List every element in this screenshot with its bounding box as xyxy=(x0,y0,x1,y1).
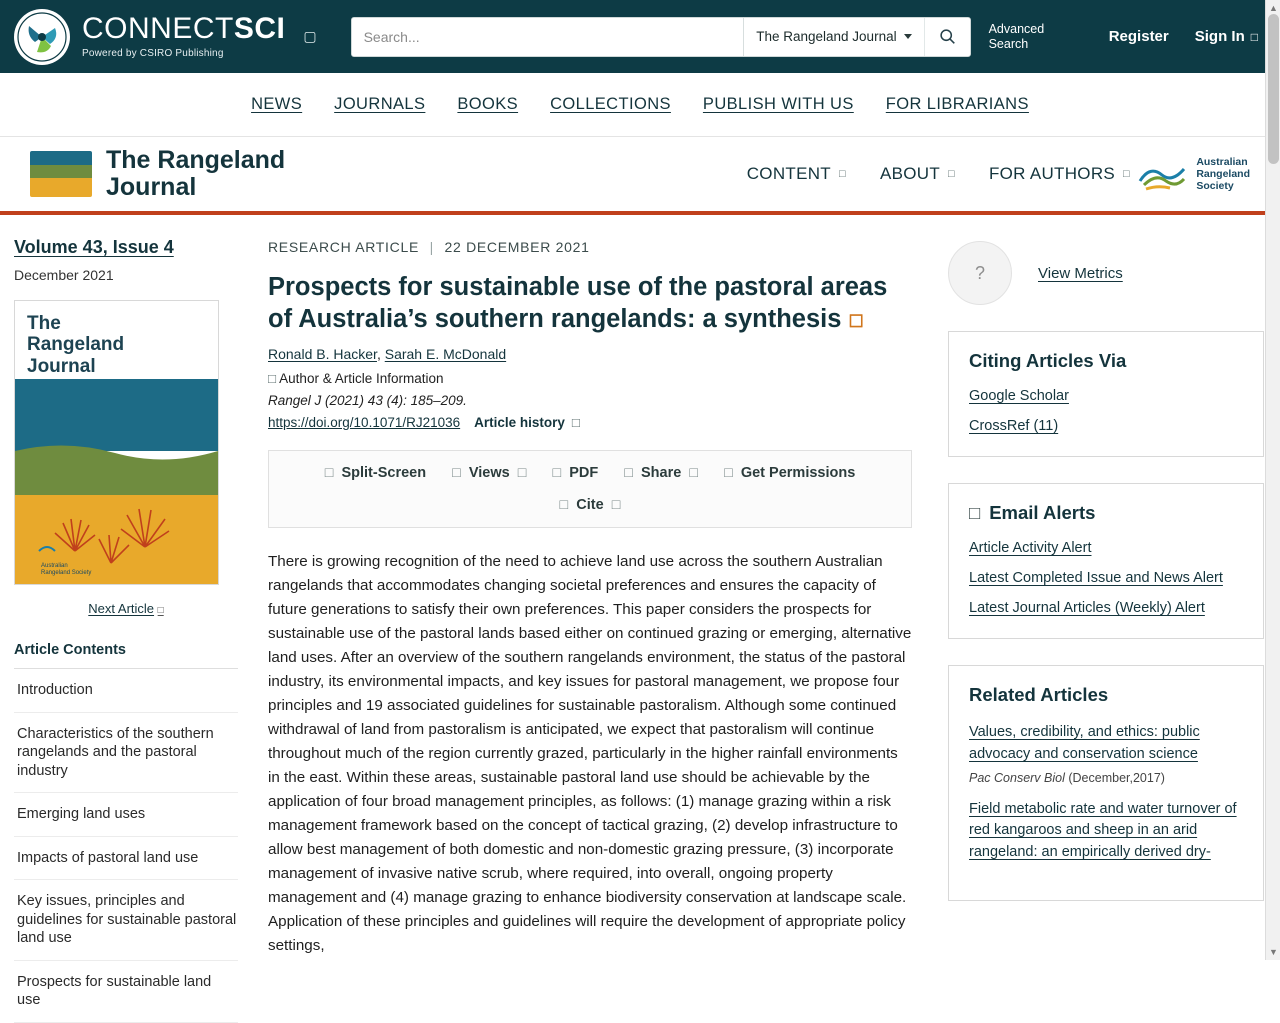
cover-title-line1: The xyxy=(27,313,61,334)
toc-item-key-issues[interactable]: Key issues, principles and guidelines for sustainable pastoral land use xyxy=(14,880,238,961)
article-type: RESEARCH ARTICLE xyxy=(268,239,419,255)
toc-item-impacts[interactable]: Impacts of pastoral land use xyxy=(14,837,238,881)
email-alerts-heading-label: Email Alerts xyxy=(989,502,1096,523)
share-icon: □ xyxy=(624,464,633,481)
metrics-row xyxy=(948,241,1264,305)
chevron-down-icon: □ xyxy=(517,464,527,481)
right-sidebar xyxy=(934,215,1264,1023)
envelope-icon: □ xyxy=(969,502,981,523)
page-title xyxy=(268,271,912,336)
nav-item-books[interactable]: BOOKS xyxy=(457,95,519,113)
author-list xyxy=(268,346,912,362)
journal-nav-about[interactable] xyxy=(880,164,955,184)
get-permissions-button[interactable] xyxy=(724,465,855,481)
chevron-down-icon: □ xyxy=(689,464,699,481)
split-screen-label: Split-Screen xyxy=(341,464,427,481)
top-bar xyxy=(0,0,1280,73)
chevron-down-icon xyxy=(904,34,912,39)
nav-item-news[interactable]: NEWS xyxy=(251,95,303,113)
journal-nav-content[interactable] xyxy=(747,164,846,184)
toc-item-emerging-land-uses[interactable]: Emerging land uses xyxy=(14,793,238,837)
related-article-title[interactable]: Values, credibility, and ethics: public advocacy and conservation science xyxy=(969,724,1200,762)
alert-link-latest-completed-issue[interactable]: Latest Completed Issue and News Alert xyxy=(969,570,1223,586)
connectsci-logo[interactable] xyxy=(14,9,285,65)
journal-nav-for-authors-label: FOR AUTHORS xyxy=(988,164,1116,183)
csiro-mark-icon xyxy=(14,9,70,65)
cite-button[interactable] xyxy=(560,497,621,513)
society-line2: Rangeland xyxy=(1196,167,1250,180)
author-link-1[interactable]: Ronald B. Hacker xyxy=(268,345,377,362)
get-permissions-label: Get Permissions xyxy=(740,464,856,481)
article-toolbar xyxy=(268,450,912,528)
nav-item-journals[interactable]: JOURNALS xyxy=(334,95,426,113)
scrollbar-thumb[interactable] xyxy=(1268,14,1279,164)
article-type-breadcrumb xyxy=(268,239,912,255)
author-article-information[interactable] xyxy=(268,371,912,386)
related-article-journal: Pac Conserv Biol xyxy=(969,770,1065,785)
toolbar-row-secondary xyxy=(279,497,901,513)
views-button[interactable] xyxy=(452,465,526,481)
journal-nav-content-label: CONTENT xyxy=(746,164,831,183)
cite-label: Cite xyxy=(576,496,604,513)
toc-item-characteristics[interactable]: Characteristics of the southern rangelands and the pastoral industry xyxy=(14,713,238,794)
article-abstract: There is growing recognition of the need to achieve land use across the southern Australian rangelands that accommodates changing societal preferences and ensures the capacity of future generations to satisfy their own preferences. This paper considers the prospects for sustainable use of the pastoral lands based either on continued grazing or emerging, alternative land uses. After an overview of the southern rangelands environment, the status of the pastoral industry, its environmental impacts, and key issues for pastoral management, we propose four principles and 19 associated guidelines for sustainable pastoralism. Although some continued withdrawal of land from pastoralism is anticipated, we expect that pastoralism will continue throughout much of the region currently grazed, particularly in the higher rainfall environments in the east. Within these areas, sustainable pastoral land use should be achievable by the application of four broad management principles, as follows: (1) manage grazing within a risk management framework based on the concept of tactical grazing, (2) develop infrastructure to allow best management of both domestic and non-domestic grazing pressure, (3) incorporate management of invasive native scrub, where required, into overall, ongoing property management and (4) manage grazing to enhance biodiversity conservation at landscape scale. Application of these principles and guidelines will require the development of appropriate policy settings, xyxy=(268,552,912,954)
society-line1: Australian xyxy=(1196,155,1248,168)
view-metrics-link[interactable]: View Metrics xyxy=(1038,264,1123,282)
brand-subtitle: Powered by CSIRO Publishing xyxy=(82,48,224,59)
journal-logo-icon xyxy=(30,151,92,197)
author-article-information-label: Author & Article Information xyxy=(279,370,444,386)
open-access-icon: ☐ xyxy=(848,312,864,332)
journal-logo[interactable] xyxy=(30,147,285,201)
journal-navigation xyxy=(747,164,1130,184)
citing-link-google-scholar[interactable]: Google Scholar xyxy=(969,388,1069,404)
cover-title xyxy=(27,313,124,377)
chevron-down-icon: □ xyxy=(948,168,955,180)
share-button[interactable] xyxy=(624,465,698,481)
related-article-item xyxy=(969,722,1243,785)
chevron-down-icon: □ xyxy=(1123,168,1130,180)
alert-link-latest-journal-articles[interactable]: Latest Journal Articles (Weekly) Alert xyxy=(969,600,1205,616)
brand-title-connect: CONNECT xyxy=(82,12,234,45)
top-bar-account-area xyxy=(1109,28,1266,45)
author-separator: , xyxy=(376,345,385,362)
views-label: Views xyxy=(468,464,510,481)
related-articles-card xyxy=(948,665,1264,901)
sign-in-link[interactable] xyxy=(1195,28,1258,45)
article-contents-heading: Article Contents xyxy=(14,642,238,669)
pdf-button[interactable] xyxy=(552,465,598,481)
related-article-item xyxy=(969,799,1243,864)
sidebar xyxy=(14,215,254,1023)
search-bar xyxy=(351,17,971,57)
chevron-right-icon: □ xyxy=(157,605,164,616)
split-screen-button[interactable] xyxy=(325,465,426,481)
chevron-down-icon: □ xyxy=(611,496,621,513)
svg-text:Rangeland Society: Rangeland Society xyxy=(41,570,92,576)
eye-icon: □ xyxy=(452,464,461,481)
article-history-toggle[interactable] xyxy=(474,415,580,430)
journal-header xyxy=(0,137,1280,215)
nav-item-collections[interactable]: COLLECTIONS xyxy=(550,95,671,113)
toc-item-prospects[interactable]: Prospects for sustainable land use xyxy=(14,961,238,1023)
page-scrollbar[interactable] xyxy=(1265,0,1280,960)
svg-text:Australian: Australian xyxy=(41,563,68,569)
related-article-detail: (December,2017) xyxy=(1068,770,1165,785)
share-label: Share xyxy=(641,464,682,481)
cover-title-line2: Rangeland xyxy=(27,334,125,356)
scroll-up-icon[interactable]: ▲ xyxy=(1269,3,1278,13)
register-link[interactable]: Register xyxy=(1108,28,1169,45)
main-navigation xyxy=(0,73,1280,137)
breadcrumb-separator: | xyxy=(429,239,434,255)
issue-link[interactable]: Volume 43, Issue 4 xyxy=(14,237,174,257)
nav-item-publish-with-us[interactable]: PUBLISH WITH US xyxy=(702,95,854,113)
issue-date: December 2021 xyxy=(14,267,114,283)
next-article-link[interactable] xyxy=(14,601,238,616)
advanced-search-link[interactable]: Advanced Search xyxy=(988,21,1045,51)
journal-title-line2: Journal xyxy=(106,173,197,201)
email-alerts-card xyxy=(948,483,1264,639)
info-icon: □ xyxy=(268,370,277,386)
citing-link-crossref[interactable]: CrossRef (11) xyxy=(969,418,1059,434)
article-date: 22 DECEMBER 2021 xyxy=(444,239,590,255)
australian-rangeland-society-logo[interactable] xyxy=(1136,155,1250,193)
scroll-down-icon[interactable]: ▼ xyxy=(1269,947,1278,957)
brand-title-sci: SCI xyxy=(233,12,286,45)
chevron-down-icon: □ xyxy=(571,414,581,430)
altmetric-badge[interactable]: ? xyxy=(948,241,1012,305)
related-article-title[interactable]: Field metabolic rate and water turnover of red kangaroos and sheep in an arid rangeland: an empirically derived dry- xyxy=(969,800,1237,860)
related-article-source xyxy=(969,771,1243,785)
cite-icon: □ xyxy=(559,496,569,513)
search-input[interactable] xyxy=(352,18,744,56)
pdf-icon: □ xyxy=(552,464,562,481)
article-title-text: Prospects for sustainable use of the pastoral areas of Australia’s southern rangelands: a synthesis xyxy=(268,273,888,334)
journal-title-line1: The Rangeland xyxy=(106,146,286,175)
doi-link[interactable]: https://doi.org/10.1071/RJ21036 xyxy=(268,414,461,430)
article-citation: Rangel J (2021) 43 (4): 185–209. xyxy=(268,392,467,408)
nav-item-for-librarians[interactable]: FOR LIBRARIANS xyxy=(885,95,1029,113)
article-history-label: Article history xyxy=(474,414,565,430)
pdf-label: PDF xyxy=(569,464,599,481)
doi-row xyxy=(268,415,912,430)
search-scope-select[interactable] xyxy=(743,18,923,56)
related-articles-heading: Related Articles xyxy=(969,684,1109,705)
author-link-2[interactable]: Sarah E. McDonald xyxy=(384,345,507,362)
journal-nav-for-authors[interactable] xyxy=(989,164,1130,184)
society-line3: Society xyxy=(1196,180,1234,193)
user-icon: □ xyxy=(1250,29,1258,44)
sign-in-label: Sign In xyxy=(1194,28,1245,45)
menu-icon[interactable]: ▢ xyxy=(303,28,317,44)
next-article-label: Next Article xyxy=(88,601,155,616)
alert-link-article-activity[interactable]: Article Activity Alert xyxy=(969,540,1092,556)
toc-item-introduction[interactable]: Introduction xyxy=(14,669,238,713)
citing-articles-card xyxy=(948,331,1264,457)
split-screen-icon: □ xyxy=(324,464,334,481)
permissions-icon: □ xyxy=(724,464,733,481)
cover-title-line3: Journal xyxy=(27,355,96,377)
article-main xyxy=(254,215,934,1023)
chevron-down-icon: □ xyxy=(838,168,846,180)
page-body xyxy=(0,215,1280,1023)
journal-nav-about-label: ABOUT xyxy=(879,164,940,183)
society-mark-icon xyxy=(1136,155,1188,193)
issue-cover-image[interactable] xyxy=(14,300,219,585)
toolbar-row-primary xyxy=(279,465,901,481)
citing-articles-heading: Citing Articles Via xyxy=(969,350,1127,371)
email-alerts-heading xyxy=(969,502,1243,524)
search-scope-label: The Rangeland Journal xyxy=(756,29,897,44)
search-submit-button[interactable] xyxy=(924,18,970,56)
